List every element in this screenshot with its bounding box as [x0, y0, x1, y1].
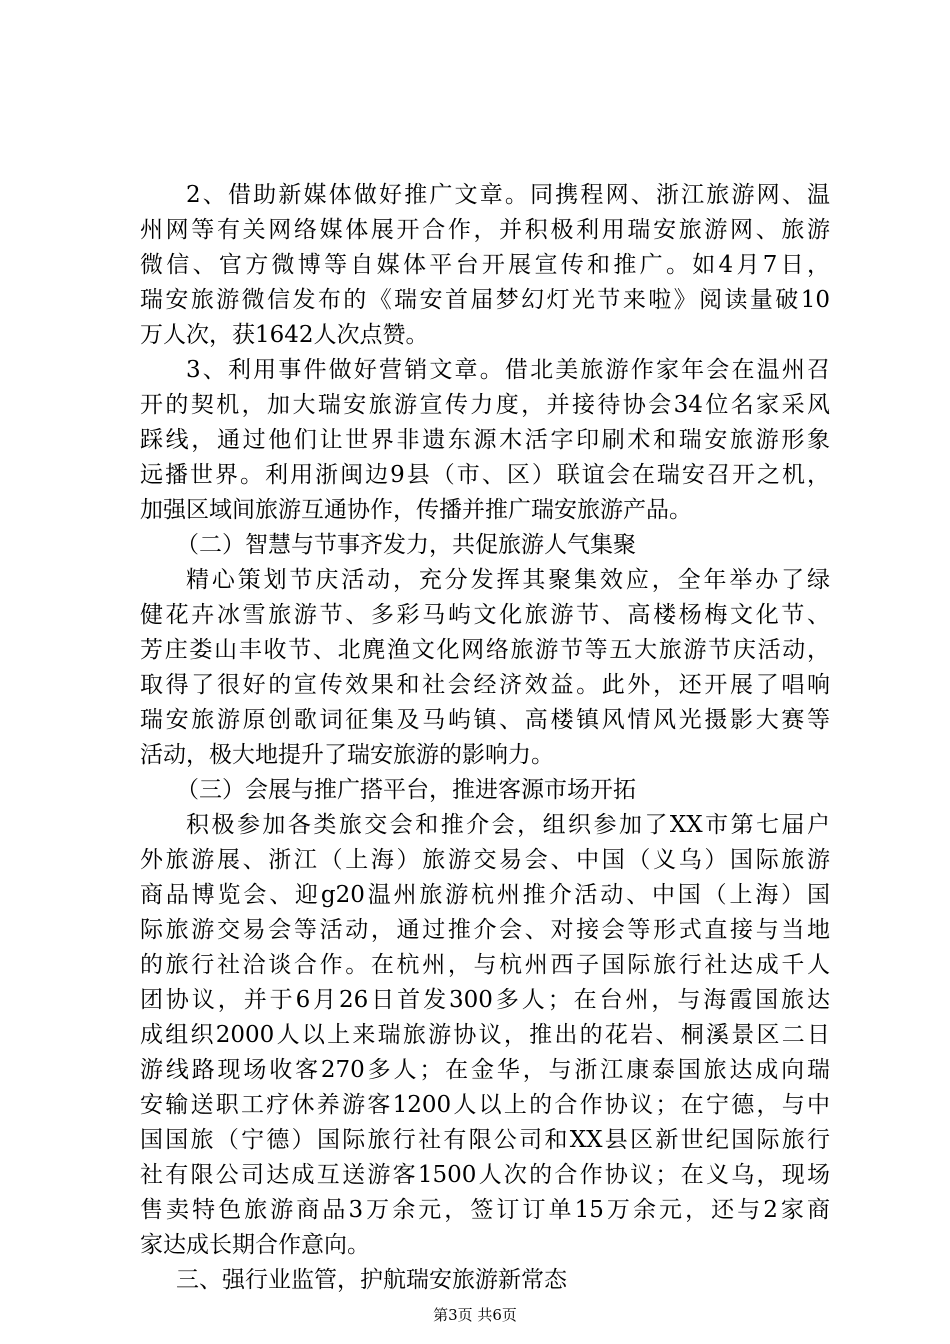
- paragraph-line: 家达成长期合作意向。: [140, 1232, 370, 1258]
- paragraph-line: 成组织2000人以上来瑞旅游协议，推出的花岩、桐溪景区二日: [140, 1022, 830, 1048]
- paragraph-line: 游线路现场收客270多人；在金华，与浙江康泰国旅达成向瑞: [140, 1057, 830, 1083]
- paragraph-line: 万人次，获1642人次点赞。: [140, 322, 429, 348]
- paragraph-line: 外旅游展、浙江（上海）旅游交易会、中国（义乌）国际旅游: [140, 847, 830, 873]
- section-heading: 三、强行业监管，护航瑞安旅游新常态: [176, 1267, 567, 1293]
- paragraph-line: 售卖特色旅游商品3万余元，签订订单15万余元，还与2家商: [140, 1197, 830, 1223]
- paragraph-line: 2、借助新媒体做好推广文章。同携程网、浙江旅游网、温: [186, 182, 830, 208]
- paragraph-line: 取得了很好的宣传效果和社会经济效益。此外，还开展了唱响: [140, 672, 830, 698]
- page-number-footer: 第3页 共6页: [433, 1306, 517, 1324]
- paragraph-line: 活动，极大地提升了瑞安旅游的影响力。: [140, 742, 554, 768]
- paragraph-line: 州网等有关网络媒体展开合作，并积极利用瑞安旅游网、旅游: [140, 217, 830, 243]
- paragraph-line: 3、利用事件做好营销文章。借北美旅游作家年会在温州召: [186, 357, 830, 383]
- paragraph-line: 商品博览会、迎g20温州旅游杭州推介活动、中国（上海）国: [140, 882, 830, 908]
- paragraph-line: 芳庄娄山丰收节、北麂渔文化网络旅游节等五大旅游节庆活动，: [140, 637, 830, 663]
- paragraph-line: 健花卉冰雪旅游节、多彩马屿文化旅游节、高楼杨梅文化节、: [140, 602, 830, 628]
- paragraph-line: 团协议，并于6月26日首发300多人；在台州，与海霞国旅达: [140, 987, 830, 1013]
- paragraph-line: 瑞安旅游微信发布的《瑞安首届梦幻灯光节来啦》阅读量破10: [140, 287, 830, 313]
- paragraph-line: 瑞安旅游原创歌词征集及马屿镇、高楼镇风情风光摄影大赛等: [140, 707, 830, 733]
- paragraph-line: 加强区域间旅游互通协作，传播并推广瑞安旅游产品。: [140, 497, 692, 523]
- paragraph-line: 的旅行社洽谈合作。在杭州，与杭州西子国际旅行社达成千人: [140, 952, 830, 978]
- section-heading: （三）会展与推广搭平台，推进客源市场开拓: [176, 777, 636, 803]
- paragraph-line: 精心策划节庆活动，充分发挥其聚集效应，全年举办了绿: [186, 567, 830, 593]
- paragraph-line: 际旅游交易会等活动，通过推介会、对接会等形式直接与当地: [140, 917, 830, 943]
- paragraph-line: 远播世界。利用浙闽边9县（市、区）联谊会在瑞安召开之机，: [140, 462, 830, 488]
- paragraph-line: 安输送职工疗休养游客1200人以上的合作协议；在宁德，与中: [140, 1092, 830, 1118]
- paragraph-line: 积极参加各类旅交会和推介会，组织参加了XX市第七届户: [186, 812, 830, 838]
- section-heading: （二）智慧与节事齐发力，共促旅游人气集聚: [176, 532, 636, 558]
- paragraph-line: 国国旅（宁德）国际旅行社有限公司和XX县区新世纪国际旅行: [140, 1127, 830, 1153]
- paragraph-line: 微信、官方微博等自媒体平台开展宣传和推广。如4月7日，: [140, 252, 830, 278]
- paragraph-line: 社有限公司达成互送游客1500人次的合作协议；在义乌，现场: [140, 1162, 830, 1188]
- paragraph-line: 踩线，通过他们让世界非遗东源木活字印刷术和瑞安旅游形象: [140, 427, 830, 453]
- paragraph-line: 开的契机，加大瑞安旅游宣传力度，并接待协会34位名家采风: [140, 392, 830, 418]
